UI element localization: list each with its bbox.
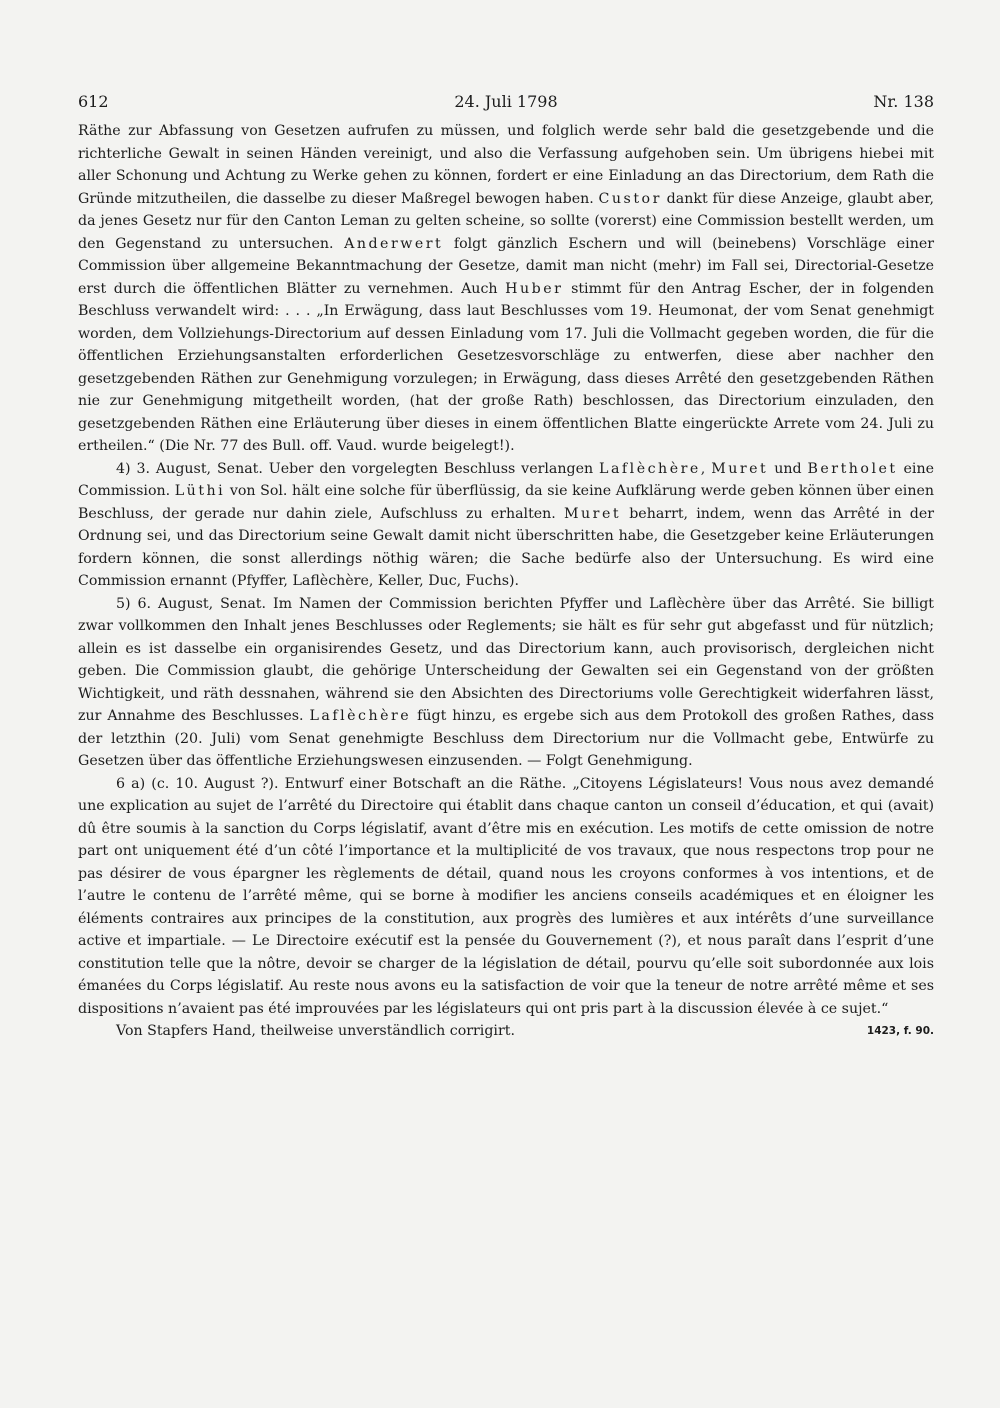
source-text: Von Stapfers Hand, theilweise unverständlich corrigirt.	[116, 1023, 515, 1039]
text-run: stimmt für den Antrag Escher, der in folgenden Beschluss verwandelt wird: . . . „In Erwägung, dass laut Beschlusses vom 19. Heumonat, der vom Senat genehmigt worden, dem Vollziehungs-Directorium auf dessen Einladung vom 17. Juli die Vollmacht gegeben worden, die für die öffentlichen Erziehungsanstalten erforderlichen Gesetzesvorschläge zu entwerfen, diese aber nachher den gesetzgebenden Räthen zur Genehmigung vorzulegen; in Erwägung, dass dieses Arrêté den gesetzgebenden Räthen nie zur Genehmigung mitgetheilt worden, (hat der große Rath) beschlossen, das Directorium einzuladen, den gesetzgebenden Räthen eine Erläuterung über dieses in einem öffentlichen Blatte eingerückte Arrete vom 24. Juli zu ertheilen.“ (Die Nr. 77 des Bull. off. Vaud. wurde beigelegt!).	[78, 280, 935, 454]
text-run: folgt gänzlich Eschern und will (beinebens) Vorschläge einer Commission über allgemeine Bekanntmachung der Gesetze, damit man nicht (mehr) im Fall sei, Directorial-Gesetze erst durch die öffentlichen Blätter zu vernehmen. Auch	[78, 235, 935, 297]
text-run: 4) 3. August, Senat. Ueber den vorgelegten Beschluss verlangen	[116, 460, 594, 477]
speaker-name: Laflèchère	[309, 708, 412, 724]
speaker-name: Huber	[505, 280, 564, 297]
speaker-name: Lüthi	[174, 483, 226, 499]
text-run: 5) 6. August, Senat. Im Namen der Commission berichten Pfyffer und Laflèchère über das Arrêté. Sie billigt zwar vollkommen den Inhalt jenes Beschlusses oder Reglements; sie hält es für sehr gut abgefasst und für nützlich; allein es ist dasselbe ein organisirendes Gesetz, und das Directorium kann, auch provisorisch, dergleichen nicht geben. Die Commission glaubt, die gehörige Unterscheidung der Gewalten sei ein Gegenstand von der größten Wichtigkeit, und räth dessnahen, während sie den Absichten des Directoriums volle Gerechtigkeit widerfahren lässt, zur Annahme des Beschlusses.	[78, 595, 934, 724]
text-run: und	[774, 460, 802, 477]
text-run: dankt für diese Anzeige, glaubt aber, da jenes Gesetz nur für den Canton Leman zu gelten scheine, so sollte (vorerst) eine Commission bestellt werden, um den Gegenstand zu untersuchen.	[78, 190, 934, 252]
text-run: eine Commission.	[78, 460, 934, 499]
speaker-name: Muret	[564, 505, 622, 522]
text-run: ,	[700, 460, 706, 477]
document-number: Nr. 138	[873, 92, 934, 111]
page-body	[78, 120, 934, 1044]
text-run: beharrt, indem, wenn das Arrêté in der Ordnung sei, und das Directorium seine Gewalt damit nicht überschritten habe, die Gesetzgeber keine Erläuterungen fordern können, die sonst allerdings nöthig wären; die Sache bedürfe also der Untersuchung. Es wird eine Commission ernannt (Pfyffer, Laflèchère, Keller, Duc, Fuchs).	[78, 505, 935, 589]
speaker-name: Anderwert	[344, 235, 444, 252]
speaker-name: Laflèchère	[599, 460, 701, 477]
paragraph-senate-3-august	[78, 458, 934, 593]
text-run: fügt hinzu, es ergebe sich aus dem Protokoll des großen Rathes, dass der letzthin (20. Juli) vom Senat genehmigte Beschluss dem Directorium nur die Vollmacht gebe, Entwürfe zu Gesetzen über das öffentliche Erziehungswesen einzusenden. — Folgt Genehmigung.	[78, 708, 934, 769]
speaker-name: Bertholet	[807, 460, 898, 477]
page-header	[78, 90, 934, 116]
source-note	[78, 1020, 934, 1044]
archive-reference: 1423, f. 90.	[866, 1025, 934, 1037]
speaker-name: Muret	[711, 460, 769, 477]
paragraph-senate-6-august	[78, 593, 934, 773]
page-number: 612	[78, 92, 109, 111]
speaker-name: Custor	[598, 190, 662, 207]
text-run: 6 a) (c. 10. August ?). Entwurf einer Botschaft an die Räthe. „Citoyens Législateurs! Vous nous avez demandé une explication au sujet de l’arrêté du Directoire qui établit dans chaque canton un conseil d’éducation, et qui (avait) dû être soumis à la sanction du Corps législatif, avant d’être mis en exécution. Les motifs de cette omission de notre part ont uniquement été d’un côté l’importance et la multiplicité de vos travaux, que nous respectons trop pour ne pas désirer de vous épargner les règlements de détail, quand nous les croyons conformes à vos intentions, et de l’autre le contenu de l’arrêté même, qui se borne à modifier les anciens conseils académiques et en éloigner les éléments contraires aux principes de la constitution, aux progrès des lumières et aux intérêts d’une surveillance active et impartiale. — Le Directoire exécutif est la pensée du Gouvernement (?), et nous paraît dans l’esprit d’une constitution telle que la nôtre, devoir se charger de la législation de détail, pourvu qu’elle soit subordonnée aux lois émanées du Corps législatif. Au reste nous avons eu la satisfaction de voir que la teneur de notre arrêté même et ses dispositions n’avaient pas été improuvées par les législateurs qui ont pris part à la discussion élevée à ce sujet.“	[78, 775, 934, 1017]
header-date: 24. Juli 1798	[454, 92, 558, 111]
paragraph-message-draft	[78, 773, 934, 1021]
text-run: Räthe zur Abfassung von Gesetzen aufrufen zu müssen, und folglich werde sehr bald die gesetzgebende und die richterliche Gewalt in seinen Händen vereinigt, und also die Verfassung aufgehoben sein. Um übrigens hiebei mit aller Schonung und Achtung zu Werke gehen zu können, fordert er eine Einladung an das Directorium, dem Rath die Gründe mitzutheilen, die dasselbe zu dieser Maßregel bewogen haben.	[78, 123, 934, 207]
text-run: von Sol. hält eine solche für überflüssig, da sie keine Aufklärung werde geben können über einen Beschluss, der gerade nur dahin ziele, Aufschluss zu erhalten.	[78, 483, 935, 522]
paragraph-continuation	[78, 120, 934, 458]
